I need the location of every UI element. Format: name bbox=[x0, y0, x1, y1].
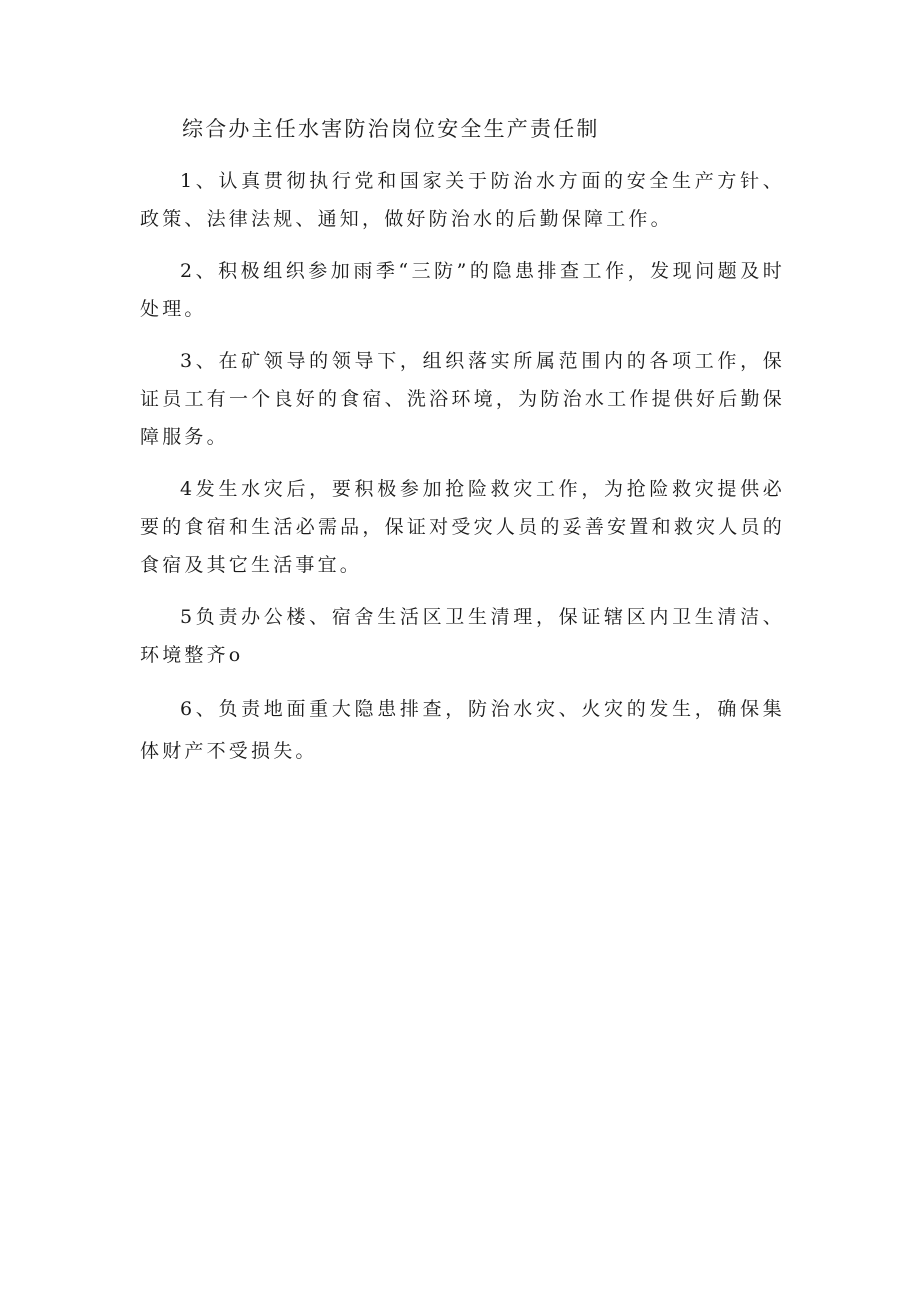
clause-paragraph-6: 6、负责地面重大隐患排查，防治水灾、火灾的发生，确保集体财产不受损失。 bbox=[140, 698, 785, 762]
clause-paragraph-2: 2、积极组织参加雨季“三防”的隐患排查工作，发现问题及时处理。 bbox=[140, 260, 785, 320]
clause-paragraph-3: 3、在矿领导的领导下，组织落实所属范围内的各项工作，保证员工有一个良好的食宿、洗浴环境，为防治水工作提供好后勤保障服务。 bbox=[140, 350, 785, 448]
clause-paragraph-4: 4发生水灾后，要积极参加抢险救灾工作，为抢险救灾提供必要的食宿和生活必需品，保证对受灾人员的妥善安置和救灾人员的食宿及其它生活事宜。 bbox=[140, 478, 785, 576]
document-title: 综合办主任水害防治岗位安全生产责任制 bbox=[182, 117, 600, 141]
document-body bbox=[140, 162, 785, 786]
clause-paragraph-1: 1、认真贯彻执行党和国家关于防治水方面的安全生产方针、政策、法律法规、通知，做好防治水的后勤保障工作。 bbox=[140, 170, 785, 230]
clause-paragraph-5: 5负责办公楼、宿舍生活区卫生清理，保证辖区内卫生清洁、环境整齐o bbox=[140, 606, 785, 666]
